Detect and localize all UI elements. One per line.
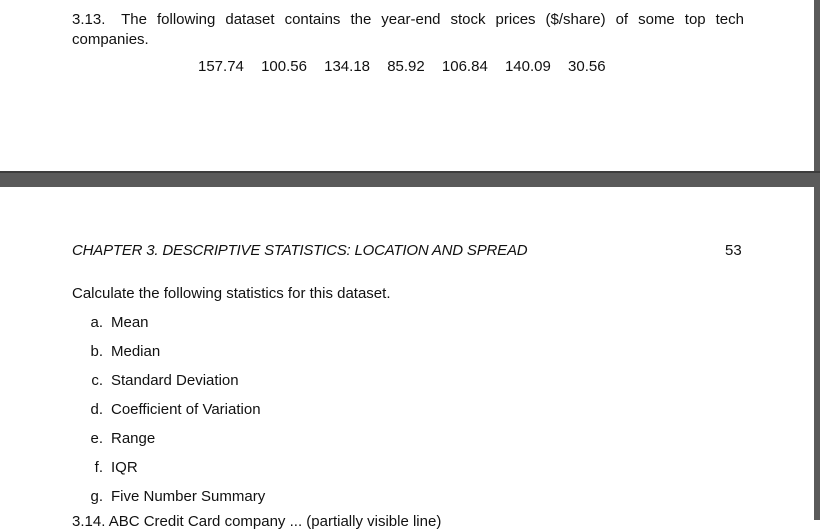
dataset-value: 140.09 bbox=[504, 58, 551, 75]
list-item-label: IQR bbox=[111, 459, 138, 476]
problem-text: The following dataset contains the year-end stock prices ($/share) of some top tech companies. bbox=[72, 11, 744, 48]
dataset-value: 85.92 bbox=[387, 58, 425, 75]
list-item bbox=[72, 429, 265, 458]
list-item bbox=[72, 313, 265, 342]
list-item-label: Standard Deviation bbox=[111, 372, 239, 389]
list-item bbox=[72, 458, 265, 487]
viewer-background-lower bbox=[814, 187, 820, 520]
dataset-value: 134.18 bbox=[324, 58, 371, 75]
list-item-letter: a. bbox=[90, 314, 103, 331]
document-page-bottom bbox=[0, 187, 814, 530]
viewer-background bbox=[814, 0, 820, 187]
dataset-value: 157.74 bbox=[198, 58, 244, 75]
list-item-letter: b. bbox=[90, 343, 103, 360]
dataset-value: 100.56 bbox=[261, 58, 307, 75]
list-item-label: Range bbox=[111, 430, 156, 447]
list-item bbox=[72, 400, 265, 429]
dataset-value: 30.56 bbox=[568, 58, 606, 75]
list-item-letter: c. bbox=[91, 372, 103, 389]
list-item-label: Five Number Summary bbox=[111, 488, 266, 505]
document-page-top bbox=[0, 0, 816, 171]
cutoff-text-line bbox=[72, 512, 712, 530]
problem-number: 3.13. bbox=[72, 11, 106, 28]
page-separator bbox=[0, 171, 820, 187]
list-item-label: Mean bbox=[111, 314, 149, 331]
list-item-letter: d. bbox=[90, 401, 103, 418]
question-list bbox=[72, 313, 265, 516]
list-item bbox=[72, 342, 265, 371]
list-item-label: Median bbox=[111, 343, 161, 360]
problem-statement bbox=[72, 10, 744, 50]
page-number: 53 bbox=[725, 242, 742, 259]
list-item-letter: g. bbox=[90, 488, 103, 505]
list-item-letter: e. bbox=[90, 430, 103, 447]
list-item-label: Coefficient of Variation bbox=[111, 401, 261, 418]
dataset-value: 106.84 bbox=[441, 58, 488, 75]
dataset-values bbox=[198, 58, 619, 75]
instruction-text: Calculate the following statistics for this dataset. bbox=[72, 285, 391, 302]
cutoff-text: 3.14. ABC Credit Card company ... (partially visible line) bbox=[72, 513, 442, 530]
chapter-header: CHAPTER 3. DESCRIPTIVE STATISTICS: LOCATION AND SPREAD bbox=[72, 242, 528, 259]
list-item bbox=[72, 371, 265, 400]
list-item-letter: f. bbox=[94, 459, 103, 476]
